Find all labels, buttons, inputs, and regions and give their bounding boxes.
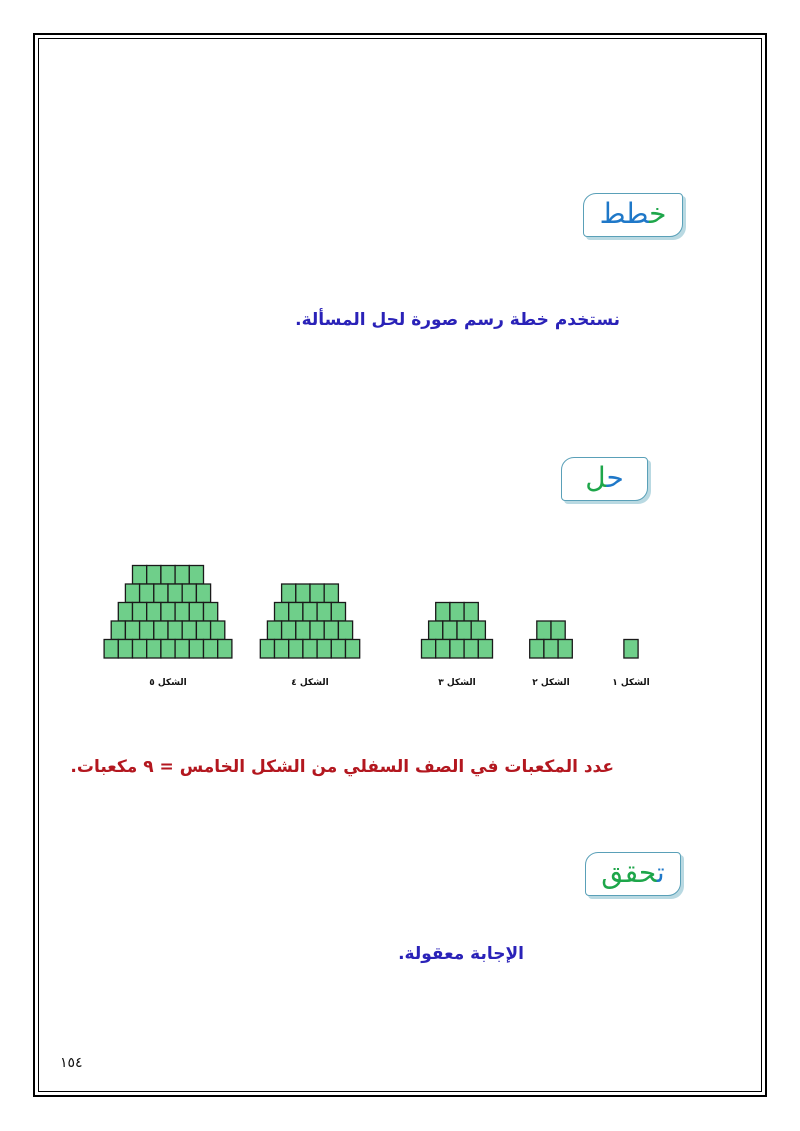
cube <box>133 566 147 585</box>
cube <box>189 640 203 659</box>
cube <box>422 640 436 659</box>
solve-heading-part-2: ل <box>585 461 607 494</box>
cube <box>443 621 457 640</box>
cube <box>544 640 558 659</box>
cube <box>457 621 471 640</box>
cube <box>296 621 310 640</box>
cube <box>331 603 345 622</box>
figure-2 <box>530 621 573 688</box>
cube <box>196 584 210 603</box>
cube <box>147 640 161 659</box>
cube <box>182 621 196 640</box>
cube <box>450 603 464 622</box>
cube <box>450 640 464 659</box>
cube <box>260 640 274 659</box>
cube <box>275 603 289 622</box>
figure-label: الشكل ٥ <box>149 678 187 688</box>
cube <box>147 603 161 622</box>
cube <box>530 640 544 659</box>
cube <box>289 603 303 622</box>
cube <box>338 621 352 640</box>
cube <box>133 603 147 622</box>
cube <box>175 603 189 622</box>
cube <box>161 603 175 622</box>
cube <box>317 603 331 622</box>
cube <box>471 621 485 640</box>
figure-3 <box>422 603 493 689</box>
cube <box>118 603 132 622</box>
cube <box>267 621 281 640</box>
cube <box>111 621 125 640</box>
cube <box>168 584 182 603</box>
cube <box>175 640 189 659</box>
figure-label: الشكل ٢ <box>532 678 570 688</box>
check-heading-part-1: ت <box>656 856 665 889</box>
cube <box>282 621 296 640</box>
cube <box>303 640 317 659</box>
cube <box>289 640 303 659</box>
cube <box>464 603 478 622</box>
check-text: الإجابة معقولة. <box>398 944 524 964</box>
cube <box>140 621 154 640</box>
cube <box>161 640 175 659</box>
check-heading <box>585 852 681 896</box>
cube <box>624 640 638 659</box>
cube <box>189 566 203 585</box>
figure-1 <box>612 640 650 689</box>
cube <box>324 584 338 603</box>
cube <box>182 584 196 603</box>
cube <box>478 640 492 659</box>
cube <box>310 621 324 640</box>
plan-heading-part-1: خ <box>649 197 667 230</box>
plan-text: نستخدم خطة رسم صورة لحل المسألة. <box>295 310 620 330</box>
page-number: ١٥٤ <box>60 1055 83 1071</box>
cube <box>317 640 331 659</box>
cube <box>275 640 289 659</box>
cube <box>211 621 225 640</box>
figure-5 <box>104 566 232 689</box>
figure-layer <box>104 566 650 689</box>
cube <box>303 603 317 622</box>
figure-label: الشكل ١ <box>612 678 650 688</box>
cube <box>161 566 175 585</box>
cube <box>189 603 203 622</box>
cube <box>196 621 210 640</box>
cube <box>296 584 310 603</box>
plan-heading-part-2: طط <box>599 197 650 230</box>
cube <box>154 584 168 603</box>
cube <box>324 621 338 640</box>
solve-heading-part-1: ح <box>606 461 624 494</box>
cube <box>310 584 324 603</box>
figure-label: الشكل ٣ <box>438 678 476 688</box>
cube <box>104 640 118 659</box>
cube <box>133 640 147 659</box>
cube <box>140 584 154 603</box>
cube <box>346 640 360 659</box>
cube <box>125 584 139 603</box>
cube <box>282 584 296 603</box>
cube <box>537 621 551 640</box>
cube <box>154 621 168 640</box>
check-heading-part-2: حقق <box>601 856 657 889</box>
cube <box>125 621 139 640</box>
cube <box>218 640 232 659</box>
cube <box>436 603 450 622</box>
figure-label: الشكل ٤ <box>291 678 329 688</box>
cube <box>204 603 218 622</box>
cube <box>551 621 565 640</box>
cube <box>175 566 189 585</box>
cube <box>118 640 132 659</box>
figure-4 <box>260 584 359 688</box>
cube <box>168 621 182 640</box>
cube <box>147 566 161 585</box>
cube <box>204 640 218 659</box>
answer-text: عدد المكعبات في الصف السفلي من الشكل الخامس = ٩ مكعبات. <box>70 757 614 777</box>
cube <box>558 640 572 659</box>
cube <box>331 640 345 659</box>
cube <box>436 640 450 659</box>
cube <box>429 621 443 640</box>
cube <box>464 640 478 659</box>
